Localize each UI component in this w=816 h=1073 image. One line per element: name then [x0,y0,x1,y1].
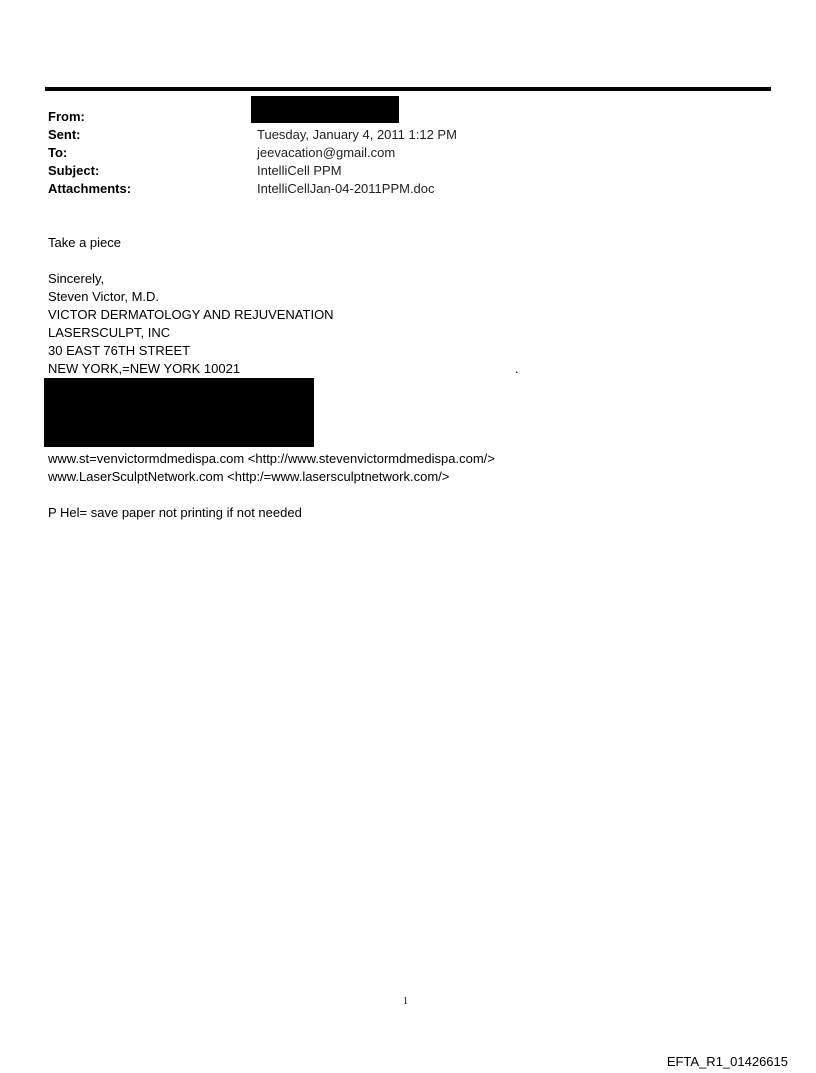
document-id: EFTA_R1_01426615 [666,1054,788,1069]
attachments-value: IntelliCellJan-04-2011PPM.doc [257,181,435,196]
from-label: From: [48,109,85,124]
signature-street: 30 EAST 76TH STREET [48,343,191,358]
greeting-text: Take a piece [48,235,121,250]
signature-name: Steven Victor, M.D. [48,289,160,304]
attachments-label: Attachments: [48,181,132,196]
signature-city: NEW YORK,=NEW YORK 10021 [48,361,241,376]
sent-value: Tuesday, January 4, 2011 1:12 PM [257,127,457,142]
signature-org2: LASERSCULPT, INC [48,325,171,340]
print-note: P Hel= save paper not printing if not needed [48,505,302,520]
page-number: 1 [403,996,408,1007]
website-link-1[interactable]: www.st=venvictormdmedispa.com <http://www.stevenvictormdmedispa.com/> [48,451,495,466]
to-label: To: [48,145,68,160]
redacted-sender [251,96,399,123]
sent-label: Sent: [48,127,81,142]
signoff-text: Sincerely, [48,271,105,286]
website-link-2[interactable]: www.LaserSculptNetwork.com <http:/=www.lasersculptnetwork.com/> [48,469,450,484]
header-divider [45,87,771,91]
subject-label: Subject: [48,163,100,178]
subject-value: IntelliCell PPM [257,163,342,178]
signature-org1: VICTOR DERMATOLOGY AND REJUVENATION [48,307,334,322]
stray-dot: . [515,361,519,376]
redacted-block [44,378,314,447]
to-value: jeevacation@gmail.com [257,145,396,160]
